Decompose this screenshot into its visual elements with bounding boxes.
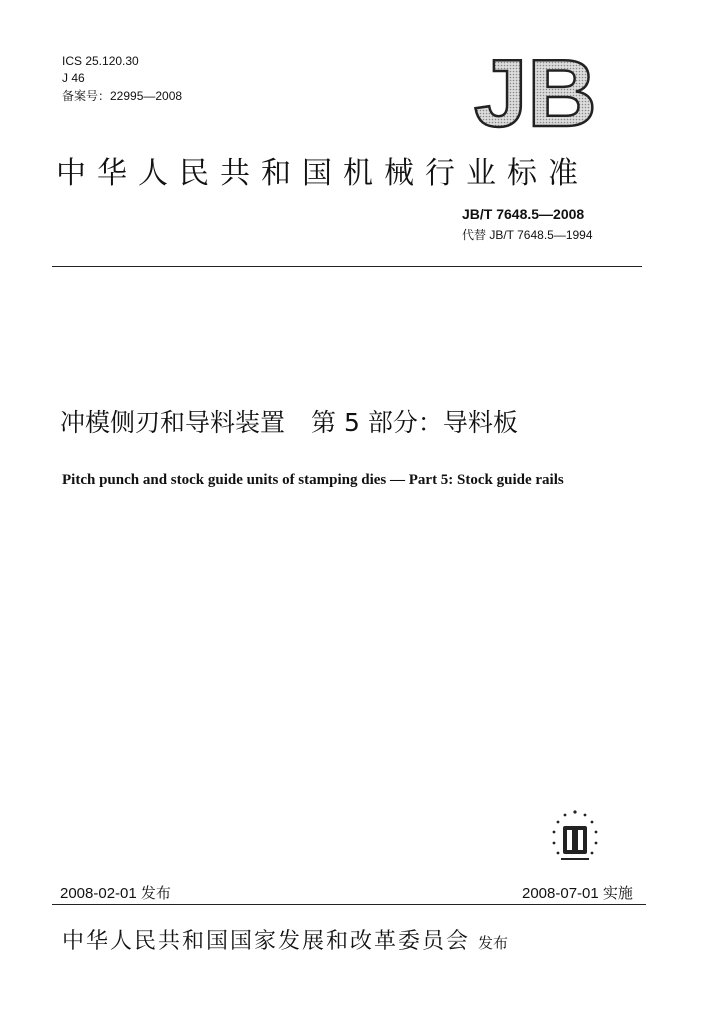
chinese-title-part: 第 5 部分：导料板 (311, 408, 518, 437)
replaces-standard: 代替 JB/T 7648.5—1994 (462, 228, 593, 242)
english-title: Pitch punch and stock guide units of stamping dies — Part 5: Stock guide rails (62, 472, 564, 488)
implementation-date: 2008-07-01 实施 (522, 885, 633, 902)
classification-code: J 46 (62, 71, 85, 85)
publisher-name: 中华人民共和国国家发展和改革委员会 (62, 929, 471, 954)
chinese-title-main: 冲模侧刃和导料装置 (60, 408, 286, 437)
ics-code: ICS 25.120.30 (62, 54, 139, 68)
publish-label: 发布 (478, 934, 509, 952)
bottom-divider (52, 904, 646, 905)
standard-number: JB/T 7648.5—2008 (462, 206, 585, 222)
issue-date: 2008-02-01 发布 (60, 885, 171, 902)
chinese-title (60, 403, 518, 439)
record-number: 备案号：22995—2008 (62, 89, 183, 103)
publisher-emblem-icon (545, 808, 605, 868)
svg-text:JB: JB (474, 46, 597, 136)
organization-title: 中华人民共和国机械行业标准 (56, 156, 589, 191)
jb-logo (470, 46, 610, 136)
top-divider (52, 266, 642, 267)
publisher-line (62, 924, 508, 955)
